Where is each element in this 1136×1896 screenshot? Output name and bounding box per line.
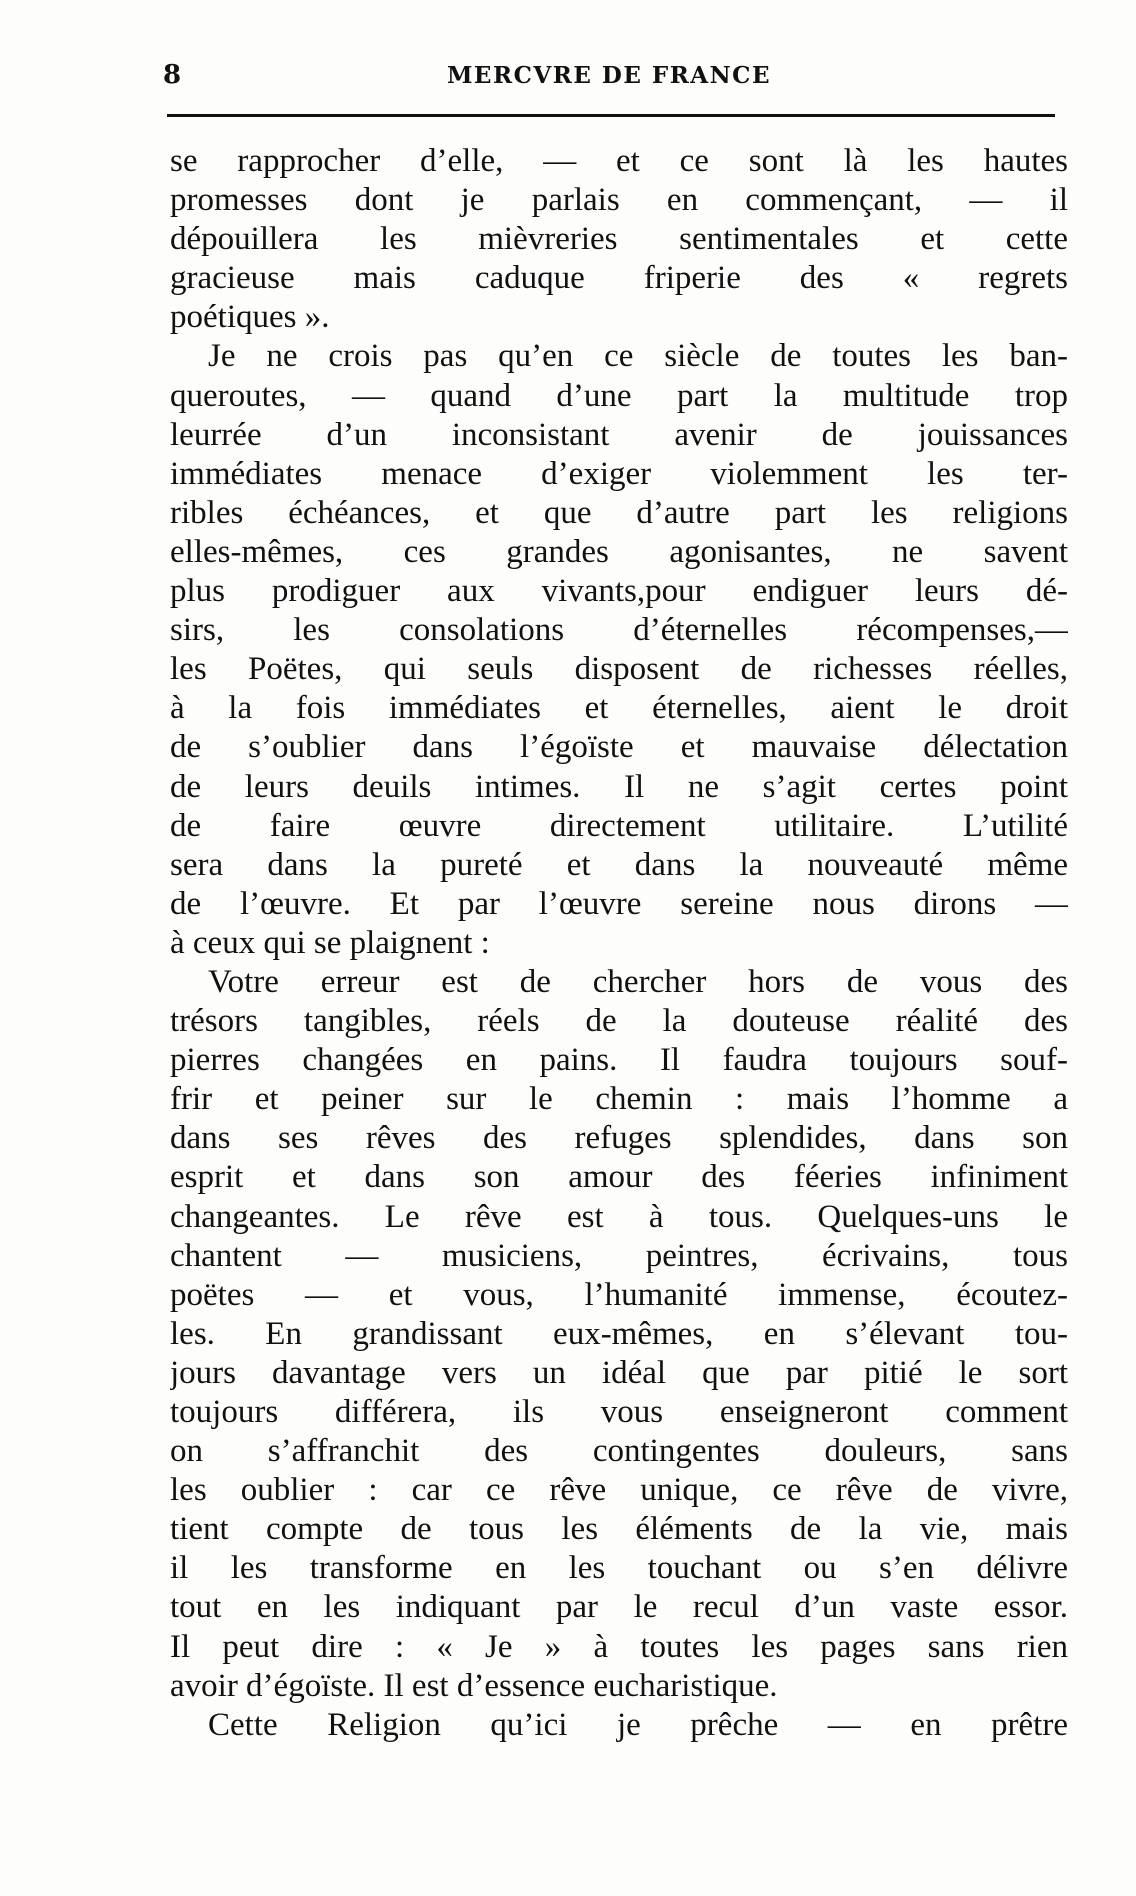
- text-line: les. En grandissant eux-mêmes, en s’élevant tou-: [170, 1315, 1068, 1352]
- text-line: tout en les indiquant par le recul d’un vaste essor.: [170, 1589, 1068, 1626]
- text-line: les Poëtes, qui seuls disposent de richesses réelles,: [170, 651, 1068, 688]
- text-line: à ceux qui se plaignent :: [170, 924, 490, 961]
- body-text: [170, 142, 1068, 1745]
- text-line: toujours différera, ils vous enseigneront comment: [170, 1394, 1068, 1430]
- text-line: frir et peiner sur le chemin : mais l’homme a: [170, 1081, 1068, 1118]
- header-rule: [167, 114, 1055, 117]
- text-line: les oublier : car ce rêve unique, ce rêve de vivre,: [170, 1472, 1068, 1509]
- text-line: tient compte de tous les éléments de la vie, mais: [170, 1511, 1068, 1548]
- text-line: chantent — musiciens, peintres, écrivains, tous: [170, 1237, 1068, 1274]
- text-line: Cette Religion qu’ici je prêche — en prêtre: [208, 1706, 1068, 1743]
- text-line: ribles échéances, et que d’autre part les religions: [170, 494, 1068, 531]
- text-line: il les transforme en les touchant ou s’en délivre: [170, 1550, 1068, 1587]
- text-line: Je ne crois pas qu’en ce siècle de toutes les ban-: [208, 338, 1068, 375]
- text-line: jours davantage vers un idéal que par pitié le sort: [170, 1354, 1068, 1391]
- text-line: gracieuse mais caduque friperie des « regrets: [170, 260, 1068, 297]
- text-line: dans ses rêves des refuges splendides, dans son: [170, 1120, 1068, 1157]
- text-line: Il peut dire : « Je » à toutes les pages sans rien: [170, 1628, 1068, 1665]
- page-header: [163, 60, 1055, 100]
- text-line: sera dans la pureté et dans la nouveauté même: [170, 846, 1068, 883]
- text-line: sirs, les consolations d’éternelles récompenses,—: [170, 612, 1068, 649]
- text-line: promesses dont je parlais en commençant, — il: [170, 182, 1068, 219]
- text-line: poétiques ».: [170, 299, 330, 336]
- text-line: poëtes — et vous, l’humanité immense, écoutez-: [170, 1276, 1068, 1313]
- text-line: de s’oublier dans l’égoïste et mauvaise délectation: [170, 729, 1068, 766]
- text-line: immédiates menace d’exiger violemment les ter-: [170, 455, 1068, 492]
- text-line: leurrée d’un inconsistant avenir de jouissances: [170, 416, 1068, 453]
- text-line: Votre erreur est de chercher hors de vous des: [208, 963, 1068, 1000]
- text-line: changeantes. Le rêve est à tous. Quelques-uns le: [170, 1198, 1068, 1235]
- text-line: trésors tangibles, réels de la douteuse réalité des: [170, 1003, 1068, 1040]
- text-line: de faire œuvre directement utilitaire. L’utilité: [170, 807, 1068, 844]
- text-line: avoir d’égoïste. Il est d’essence eucharistique.: [170, 1667, 778, 1704]
- text-line: pierres changées en pains. Il faudra toujours souf-: [170, 1042, 1068, 1079]
- text-line: queroutes, — quand d’une part la multitude trop: [170, 377, 1068, 414]
- text-line: à la fois immédiates et éternelles, aient le droit: [170, 690, 1068, 727]
- text-line: dépouillera les mièvreries sentimentales et cette: [170, 221, 1068, 258]
- text-line: on s’affranchit des contingentes douleurs, sans: [170, 1433, 1068, 1470]
- text-line: de leurs deuils intimes. Il ne s’agit certes point: [170, 768, 1068, 805]
- text-line: de l’œuvre. Et par l’œuvre sereine nous dirons —: [170, 885, 1068, 922]
- page-number: 8: [163, 60, 182, 90]
- text-line: se rapprocher d’elle, — et ce sont là les hautes: [170, 143, 1068, 179]
- running-title: MERCVRE DE FRANCE: [446, 62, 772, 89]
- text-line: esprit et dans son amour des féeries infiniment: [170, 1159, 1068, 1196]
- text-line: elles-mêmes, ces grandes agonisantes, ne savent: [170, 533, 1068, 570]
- text-line: plus prodiguer aux vivants,pour endiguer leurs dé-: [170, 573, 1068, 610]
